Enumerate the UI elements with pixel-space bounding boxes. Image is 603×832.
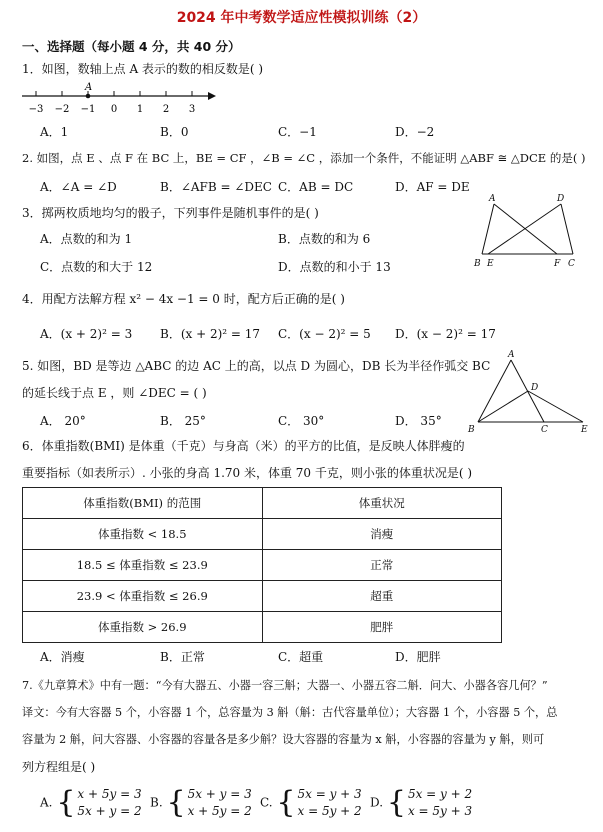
number-line-ticks	[29, 91, 196, 115]
tick-label: 0	[110, 104, 118, 115]
question-5-stem-line-2: 的延长线于点 E ，则 ∠DEC = ( )	[22, 386, 207, 400]
question-3-stem: 3．掷两枚质地均匀的骰子，下列事件是随机事件的是( )	[22, 206, 319, 220]
option-label: B.	[150, 795, 163, 810]
tick-label: −3	[28, 104, 44, 115]
question-7-line-4: 列方程组是( )	[22, 760, 96, 774]
question-6-option-b[interactable]: B．正常	[160, 650, 205, 664]
question-3-option-c[interactable]: C．点数的和大于 12	[40, 260, 153, 274]
label-c: C	[568, 259, 575, 269]
question-2-option-c[interactable]: C．AB = DC	[278, 180, 354, 194]
equation: x + 5y = 3	[77, 787, 142, 801]
question-3-option-d[interactable]: D．点数的和小于 13	[278, 260, 391, 274]
segment-bd	[478, 391, 528, 422]
label-a: A	[508, 350, 515, 360]
brace-symbol: {	[166, 785, 186, 820]
question-5-stem-line-1: 5. 如图，BD 是等边 △ABC 的边 AC 上的高，以点 D 为圆心，DB 长为半径作弧交 BC	[22, 359, 491, 373]
table-cell: 18.5 ≤ 体重指数 ≤ 23.9	[23, 550, 263, 581]
question-1-option-b[interactable]: B．0	[160, 125, 189, 139]
option-label: D.	[370, 795, 384, 810]
table-cell: 体重指数 < 18.5	[23, 519, 263, 550]
table-cell: 消瘦	[262, 519, 502, 550]
question-1-stem: 1．如图，数轴上点 A 表示的数的相反数是( )	[22, 62, 264, 76]
question-1-option-c[interactable]: C．−1	[278, 125, 317, 139]
table-header-row	[23, 488, 502, 519]
question-2-option-b[interactable]: B．∠AFB = ∠DEC	[160, 180, 272, 194]
tick-label: −2	[54, 104, 70, 115]
triangle-figure-q5	[466, 348, 591, 433]
point-a-label: A	[85, 82, 93, 93]
point-a-dot	[86, 94, 91, 99]
equation: x + 5y = 2	[187, 804, 252, 818]
question-7-option-b[interactable]	[150, 786, 252, 820]
question-5-option-c[interactable]: C． 30°	[278, 414, 325, 428]
table-row	[23, 550, 502, 581]
question-4-stem: 4．用配方法解方程 x² − 4x −1 = 0 时，配方后正确的是( )	[22, 292, 345, 306]
table-cell: 肥胖	[262, 612, 502, 643]
segment-ab	[482, 204, 494, 254]
table-header-status: 体重状况	[262, 488, 502, 519]
table-row	[23, 519, 502, 550]
tick-label: −1	[80, 104, 96, 115]
question-1-option-d[interactable]: D．−2	[395, 125, 435, 139]
question-2-option-d[interactable]: D．AF = DE	[395, 180, 470, 194]
label-c: C	[541, 425, 548, 433]
brace-symbol: {	[386, 785, 406, 820]
table-header-range: 体重指数(BMI) 的范围	[23, 488, 263, 519]
tick-label: 3	[188, 104, 196, 115]
question-4-option-a[interactable]: A．(x + 2)² = 3	[40, 327, 133, 341]
question-2-option-a[interactable]: A．∠A = ∠D	[40, 180, 117, 194]
tick-label: 1	[136, 104, 144, 115]
segment-dc	[561, 204, 573, 254]
question-1-option-a[interactable]: A．1	[40, 125, 69, 139]
question-6-option-c[interactable]: C．超重	[278, 650, 324, 664]
question-6-option-a[interactable]: A．消瘦	[40, 650, 85, 664]
label-b: B	[468, 425, 475, 433]
equation: 5x = y + 2	[407, 787, 473, 801]
question-5-option-d[interactable]: D． 35°	[395, 414, 442, 428]
question-4-option-d[interactable]: D．(x − 2)² = 17	[395, 327, 496, 341]
equation: x = 5y + 3	[407, 804, 473, 818]
number-line-arrow	[208, 92, 216, 100]
brace-symbol: {	[276, 785, 296, 820]
table-cell: 23.9 < 体重指数 ≤ 26.9	[23, 581, 263, 612]
question-4-option-b[interactable]: B．(x + 2)² = 17	[160, 327, 261, 341]
table-cell: 体重指数 > 26.9	[23, 612, 263, 643]
equation: 5x = y + 3	[297, 787, 362, 801]
equation: 5x + y = 3	[187, 787, 252, 801]
question-4-option-c[interactable]: C．(x − 2)² = 5	[278, 327, 371, 341]
brace-symbol: {	[56, 785, 76, 820]
tick-label: 2	[162, 104, 170, 115]
question-5-option-b[interactable]: B． 25°	[160, 414, 206, 428]
label-d: D	[557, 194, 565, 204]
page-title: 2024 年中考数学适应性模拟训练（2）	[176, 10, 427, 26]
question-6-option-d[interactable]: D．肥胖	[395, 650, 441, 664]
question-6-stem-line-1: 6．体重指数(BMI) 是体重（千克）与身高（米）的平方的比值，是反映人体胖瘦的	[22, 439, 465, 453]
label-a: A	[489, 194, 496, 204]
question-7-option-d[interactable]	[370, 786, 472, 820]
section-note: （每小题 4 分，共 40 分）	[84, 39, 241, 54]
question-5-option-a[interactable]: A． 20°	[40, 414, 86, 428]
label-e: E	[487, 259, 494, 269]
equation-system	[408, 786, 472, 820]
equation-system	[298, 786, 362, 820]
table-cell: 超重	[262, 581, 502, 612]
segment-ab	[478, 360, 511, 422]
question-7-line-2: 译文：今有大容器 5 个，小容器 1 个，总容量为 3 斛（斛：古代容量单位）；大容器 1 个，小容器 5 个，总	[22, 706, 558, 719]
section-heading	[22, 37, 241, 55]
question-7-option-a[interactable]	[40, 786, 142, 820]
equation-system	[77, 786, 141, 820]
triangle-figure-q2	[470, 192, 585, 272]
label-e: E	[581, 425, 588, 433]
question-2-stem: 2. 如图，点 E 、点 F 在 BC 上，BE = CF ，∠B = ∠C ，添加一个条件，不能证明 △ABF ≅ △DCE 的是( )	[22, 151, 586, 165]
segment-af	[494, 204, 557, 254]
question-7-line-3: 容量为 2 斛，问大容器、小容器的容量各是多少斛？设大容器的容量为 x 斛，小容器的容量为 y 斛，则可	[22, 733, 545, 746]
number-line-figure	[20, 80, 220, 120]
label-d: D	[531, 383, 539, 393]
option-label: A.	[40, 795, 53, 810]
option-label: C.	[260, 795, 273, 810]
question-7-option-c[interactable]	[260, 786, 362, 820]
label-f: F	[554, 259, 561, 269]
question-3-option-b[interactable]: B．点数的和为 6	[278, 232, 371, 246]
equation-system	[188, 786, 252, 820]
table-cell: 正常	[262, 550, 502, 581]
bmi-table	[22, 487, 502, 643]
label-b: B	[474, 259, 481, 269]
question-7-line-1: 7.《九章算术》中有一题：“今有大器五、小器一容三斛；大器一、小器五容二斛．问大、小器各容几何？”	[22, 679, 548, 692]
segment-ed	[488, 204, 561, 254]
equation: 5x + y = 2	[77, 804, 142, 818]
question-6-stem-line-2: 重要指标（如表所示）. 小张的身高 1.70 米，体重 70 千克，则小张的体重状况是( )	[22, 466, 473, 480]
table-row	[23, 612, 502, 643]
equation: x = 5y + 2	[297, 804, 362, 818]
question-3-option-a[interactable]: A．点数的和为 1	[40, 232, 133, 246]
table-row	[23, 581, 502, 612]
section-title: 一、选择题	[22, 39, 85, 54]
